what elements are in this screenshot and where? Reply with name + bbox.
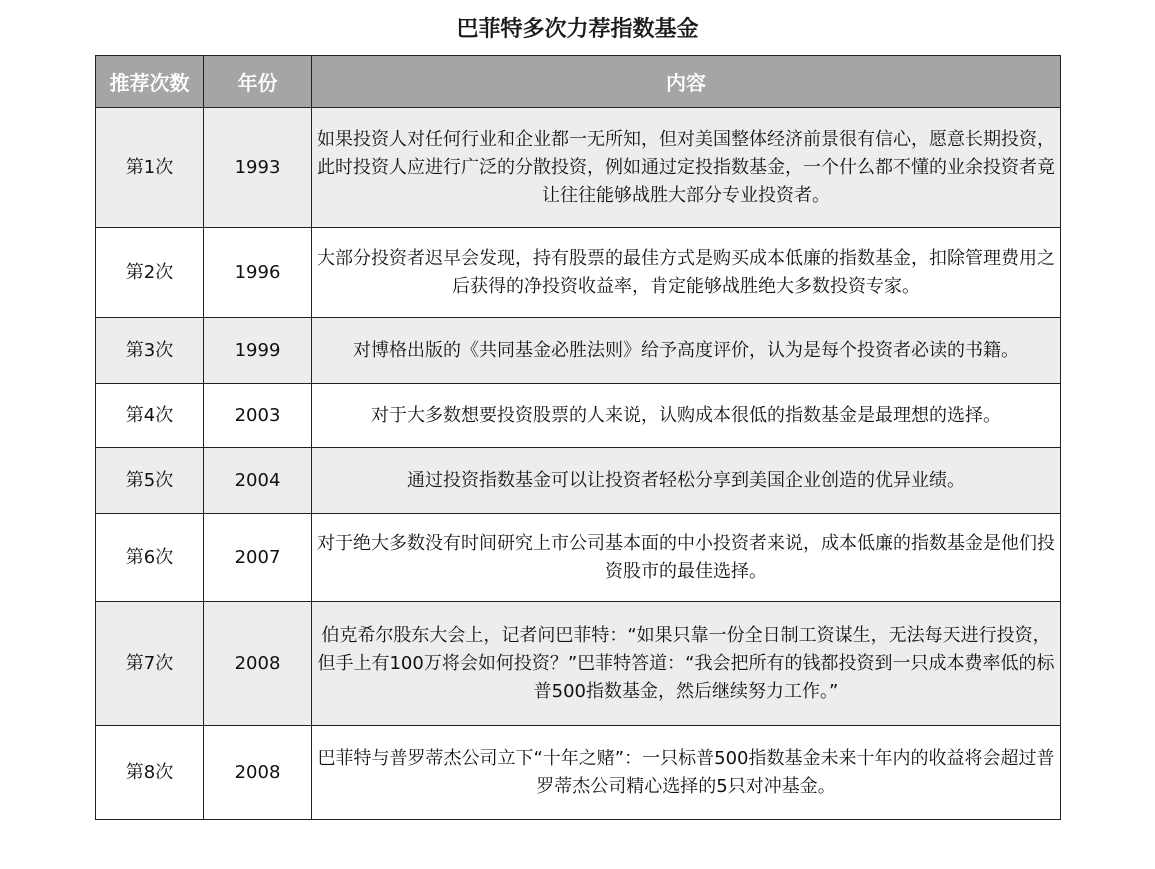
page-title: 巴菲特多次力荐指数基金 <box>456 17 699 42</box>
table-row <box>96 228 1061 318</box>
row-year: 2004 <box>204 448 312 514</box>
row-content: 对于绝大多数没有时间研究上市公司基本面的中小投资者来说，成本低廉的指数基金是他们投资股市的最佳选择。 <box>312 514 1061 602</box>
row-year: 1996 <box>204 228 312 318</box>
row-content: 大部分投资者迟早会发现，持有股票的最佳方式是购买成本低廉的指数基金，扣除管理费用之后获得的净投资收益率，肯定能够战胜绝大多数投资专家。 <box>312 228 1061 318</box>
row-index: 第5次 <box>96 448 204 514</box>
table-row <box>96 318 1061 384</box>
row-content: 对博格出版的《共同基金必胜法则》给予高度评价，认为是每个投资者必读的书籍。 <box>312 318 1061 384</box>
table-row <box>96 384 1061 448</box>
row-content: 通过投资指数基金可以让投资者轻松分享到美国企业创造的优异业绩。 <box>312 448 1061 514</box>
header-count: 推荐次数 <box>96 56 204 108</box>
header-content: 内容 <box>312 56 1061 108</box>
row-year: 1999 <box>204 318 312 384</box>
table-row <box>96 448 1061 514</box>
row-content: 如果投资人对任何行业和企业都一无所知，但对美国整体经济前景很有信心，愿意长期投资，此时投资人应进行广泛的分散投资，例如通过定投指数基金，一个什么都不懂的业余投资者竟让往往能够战胜大部分专业投资者。 <box>312 108 1061 228</box>
row-year: 2007 <box>204 514 312 602</box>
row-index: 第7次 <box>96 602 204 726</box>
recommendation-table <box>95 55 1061 820</box>
row-year: 2003 <box>204 384 312 448</box>
table-row <box>96 108 1061 228</box>
row-content: 对于大多数想要投资股票的人来说，认购成本很低的指数基金是最理想的选择。 <box>312 384 1061 448</box>
row-year: 2008 <box>204 726 312 820</box>
row-index: 第4次 <box>96 384 204 448</box>
header-year: 年份 <box>204 56 312 108</box>
row-index: 第8次 <box>96 726 204 820</box>
row-content: 伯克希尔股东大会上，记者问巴菲特：“如果只靠一份全日制工资谋生，无法每天进行投资，但手上有100万将会如何投资？”巴菲特答道：“我会把所有的钱都投资到一只成本费率低的标普500指数基金，然后继续努力工作。” <box>312 602 1061 726</box>
row-index: 第2次 <box>96 228 204 318</box>
table-row <box>96 602 1061 726</box>
row-index: 第3次 <box>96 318 204 384</box>
row-content: 巴菲特与普罗蒂杰公司立下“十年之赌”：一只标普500指数基金未来十年内的收益将会超过普罗蒂杰公司精心选择的5只对冲基金。 <box>312 726 1061 820</box>
table-header-row <box>96 56 1061 108</box>
table-row <box>96 514 1061 602</box>
row-year: 1993 <box>204 108 312 228</box>
table-row <box>96 726 1061 820</box>
row-index: 第6次 <box>96 514 204 602</box>
row-index: 第1次 <box>96 108 204 228</box>
row-year: 2008 <box>204 602 312 726</box>
